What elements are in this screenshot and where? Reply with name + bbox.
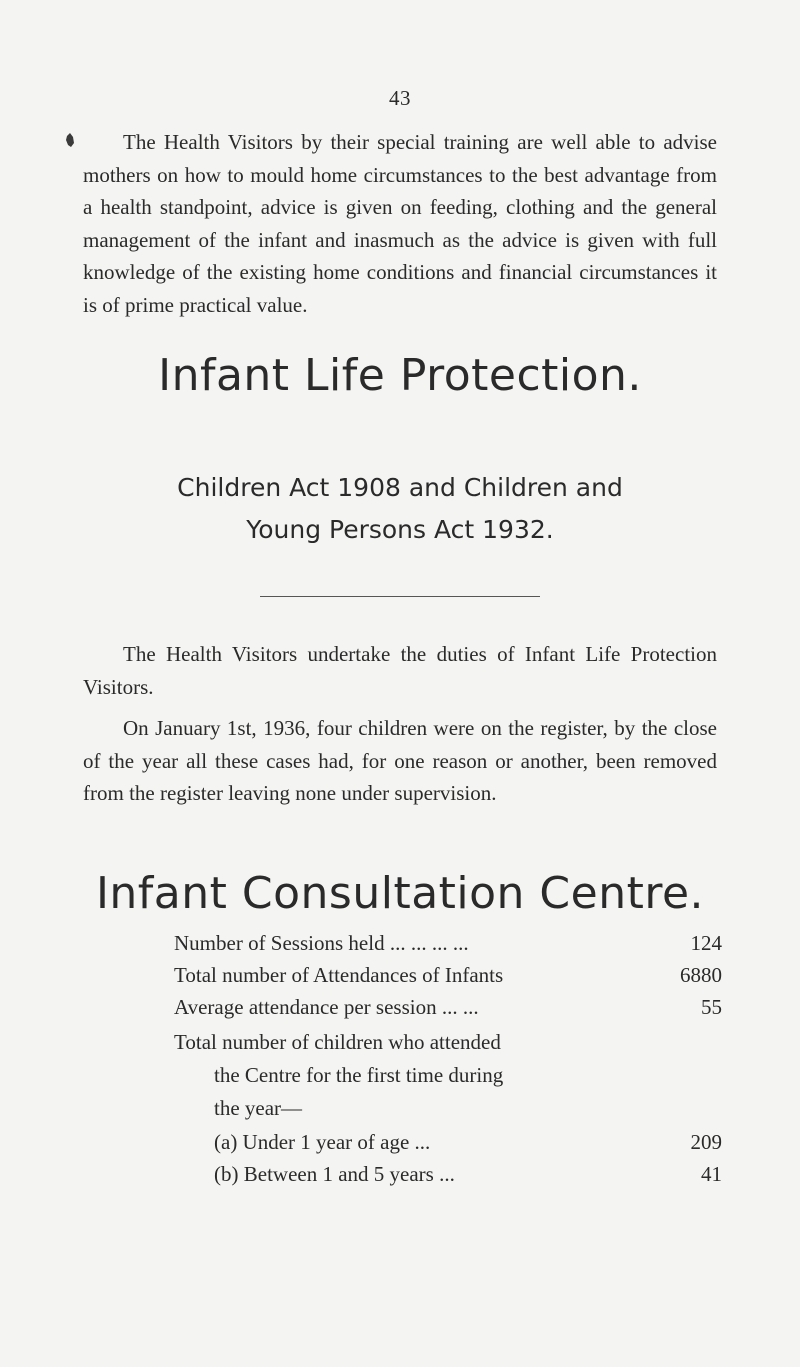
- stat-value: 6880: [680, 963, 722, 987]
- stat-value: 55: [701, 995, 722, 1019]
- section-subtitle-line-2: Young Persons Act 1932.: [246, 515, 554, 544]
- total-line-1: Total number of children who attended: [174, 1030, 501, 1054]
- section-divider: [260, 596, 540, 597]
- register-paragraph: On January 1st, 1936, four children were on the register, by the close of the year all these cases had, for one reason or another, been removed from the register leaving none under supervision.: [83, 716, 717, 806]
- breakdown-value: 41: [701, 1162, 722, 1186]
- breakdown-row: [214, 1126, 722, 1158]
- section-title-infant-consultation-centre: Infant Consultation Centre.: [95, 868, 705, 919]
- page-number: 43: [389, 86, 411, 110]
- total-children-text: [174, 1026, 594, 1125]
- breakdown-label: (a) Under 1 year of age ...: [214, 1130, 431, 1154]
- ink-blot-icon: [65, 133, 75, 147]
- stat-row: [174, 991, 722, 1023]
- total-line-3: the year—: [214, 1096, 303, 1120]
- section-subtitle-line-1: Children Act 1908 and Children and: [177, 473, 623, 502]
- protection-visitors-paragraph: The Health Visitors undertake the duties of Infant Life Protection Visitors.: [83, 642, 717, 699]
- section-title-infant-life-protection: Infant Life Protection.: [158, 350, 642, 401]
- breakdown-label: (b) Between 1 and 5 years ...: [214, 1162, 455, 1186]
- stat-label: Number of Sessions held ... ... ... ...: [174, 931, 469, 955]
- stat-label: Total number of Attendances of Infants: [174, 963, 504, 987]
- breakdown-value: 209: [690, 1130, 722, 1154]
- stat-row: [174, 927, 722, 959]
- stat-value: 124: [690, 931, 722, 955]
- breakdown-row: [214, 1158, 722, 1190]
- intro-paragraph: The Health Visitors by their special training are well able to advise mothers on how to mould home circumstances to the best advantage from a health standpoint, advice is given on feeding, clothing and the general management of the infant and inasmuch as the advice is given with full knowledge of the existing home conditions and financial circumstances it is of prime practical value.: [83, 130, 717, 317]
- total-line-2: the Centre for the first time during: [214, 1063, 504, 1087]
- stat-label: Average attendance per session ... ...: [174, 995, 479, 1019]
- stat-row: [174, 959, 722, 991]
